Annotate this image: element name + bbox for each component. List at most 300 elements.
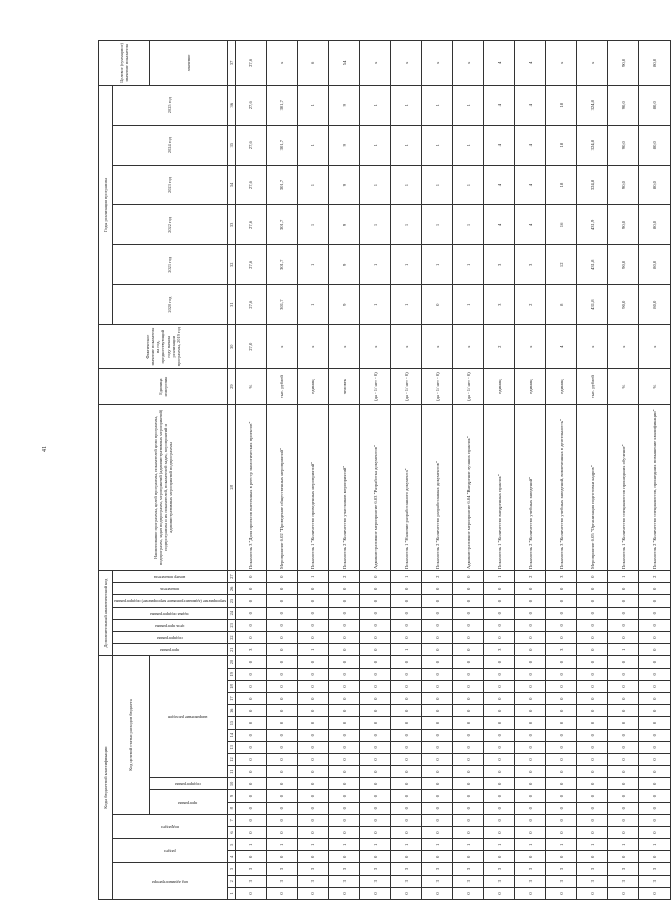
code-cell: 0: [515, 631, 546, 643]
code-cell: 0: [267, 705, 298, 717]
code-cell: 0: [329, 631, 360, 643]
code-cell: 0: [298, 887, 329, 899]
column-number: 20: [228, 656, 236, 668]
code-cell: 0: [453, 693, 484, 705]
code-cell: 0: [515, 693, 546, 705]
column-number: 11: [228, 766, 236, 778]
row-unit: (да - 1/ нет - 0): [453, 369, 484, 404]
row-year-value: 80,0: [639, 85, 670, 125]
code-cell: 0: [639, 644, 670, 656]
row-name: Административное мероприятие 6.04 "Внедрение лучших практик": [453, 404, 484, 570]
table-row: [577, 41, 608, 900]
column-number: 12: [228, 753, 236, 765]
code-cell: 0: [608, 887, 639, 899]
row-name: Показатель 1 "Количество специалистов прошедших обучение": [608, 404, 639, 570]
target-value-header: значение: [149, 41, 227, 86]
row-year-value: 4: [484, 205, 515, 245]
code-cell: 0: [391, 693, 422, 705]
table-row: [236, 41, 267, 900]
code-cell: 0: [267, 644, 298, 656]
code-cell: 0: [391, 668, 422, 680]
code-cell: 0: [360, 631, 391, 643]
year-header: 2021 год: [113, 245, 228, 285]
code-cell: 0: [422, 741, 453, 753]
code-cell: 0: [236, 693, 267, 705]
row-year-value: 90,0: [608, 85, 639, 125]
row-year-value: 4: [515, 165, 546, 205]
row-year-value: 16: [546, 205, 577, 245]
code-cell: 0: [422, 619, 453, 631]
code-cell: 0: [453, 644, 484, 656]
code-cell: 0: [267, 571, 298, 583]
code-cell: 0: [329, 680, 360, 692]
code-cell: 3: [360, 863, 391, 875]
code-cell: 2: [329, 571, 360, 583]
code-cell: 0: [329, 619, 360, 631]
code-cell: 0: [236, 680, 267, 692]
code-cell: 0: [515, 766, 546, 778]
code-cell: 0: [236, 607, 267, 619]
code-cell: 0: [360, 753, 391, 765]
row-year-value: 9: [329, 285, 360, 325]
row-year-value: 324,8: [577, 85, 608, 125]
row-year-value: 4: [484, 125, 515, 165]
row-year-value: 1: [360, 125, 391, 165]
table-row: [267, 41, 298, 900]
code-cell: 0: [577, 887, 608, 899]
code-cell: 0: [515, 802, 546, 814]
code-cell: 0: [267, 656, 298, 668]
code-cell: 0: [484, 729, 515, 741]
code-cell: 0: [608, 851, 639, 863]
code-cell: 0: [236, 753, 267, 765]
program-header-label: программа: [178, 800, 198, 806]
row-unit: %: [236, 369, 267, 404]
row-year-value: 90,0: [608, 125, 639, 165]
code-cell: 0: [267, 741, 298, 753]
row-target-value: х: [422, 41, 453, 86]
code-cell: 3: [360, 875, 391, 887]
code-cell: 0: [639, 656, 670, 668]
row-name: Мероприятие 6.02 "Проведение общественных мероприятий": [267, 404, 298, 570]
row-target-value: 4: [484, 41, 515, 86]
code-cell: 0: [546, 826, 577, 838]
code-cell: 0: [639, 693, 670, 705]
code-cell: 0: [329, 851, 360, 863]
row-year-value: 1: [391, 85, 422, 125]
code-cell: 0: [329, 595, 360, 607]
code-cell: 3: [484, 875, 515, 887]
row-year-value: 8: [546, 285, 577, 325]
row-year-value: 1: [360, 245, 391, 285]
admin-code-header-label: код администратора: [151, 879, 188, 885]
row-year-value: 18: [546, 125, 577, 165]
table-row: [639, 41, 670, 900]
code-cell: 0: [484, 741, 515, 753]
row-unit: %: [608, 369, 639, 404]
row-target-value: 6: [298, 41, 329, 86]
code-cell: 0: [453, 814, 484, 826]
code-cell: 0: [360, 851, 391, 863]
code-cell: 3: [546, 644, 577, 656]
code-cell: 0: [360, 693, 391, 705]
row-year-value: 1: [360, 85, 391, 125]
code-cell: 0: [515, 680, 546, 692]
code-cell: 0: [360, 595, 391, 607]
code-cell: 1: [236, 839, 267, 851]
code-cell: 0: [484, 705, 515, 717]
row-name: Показатель 2 "Количество учебных заведений": [515, 404, 546, 570]
code-cell: 0: [298, 619, 329, 631]
code-cell: 0: [360, 717, 391, 729]
code-cell: 0: [236, 583, 267, 595]
code-cell: 0: [515, 705, 546, 717]
code-cell: 0: [298, 607, 329, 619]
table-row: [453, 41, 484, 900]
code-cell: 0: [546, 802, 577, 814]
code-cell: 0: [422, 766, 453, 778]
table-row: [422, 41, 453, 900]
code-cell: 0: [484, 753, 515, 765]
code-cell: 0: [391, 656, 422, 668]
column-number: 28: [228, 404, 236, 570]
table-row: [608, 41, 639, 900]
code-cell: 0: [546, 607, 577, 619]
code-cell: 0: [639, 826, 670, 838]
row-year-value: 27,6: [236, 85, 267, 125]
code-cell: 0: [422, 826, 453, 838]
code-cell: 0: [391, 729, 422, 741]
program-header: [149, 790, 227, 814]
row-unit: человек: [329, 369, 360, 404]
column-number: 19: [228, 668, 236, 680]
row-base-value: х: [453, 325, 484, 369]
row-name: Показатель 2 "Количество разработанных документов": [422, 404, 453, 570]
row-name: Мероприятие 6.05 "Организация подготовки кадров": [577, 404, 608, 570]
code-cell: 0: [639, 778, 670, 790]
code-cell: 0: [515, 753, 546, 765]
row-year-value: 9: [329, 205, 360, 245]
row-name: Показатель 2 "Количество участников мероприятий": [329, 404, 360, 570]
column-number: 1: [228, 887, 236, 899]
column-number: 32: [228, 245, 236, 285]
code-cell: 0: [360, 814, 391, 826]
year-header: 2020 год: [113, 285, 228, 325]
code-cell: 1: [391, 571, 422, 583]
code-cell: 1: [422, 839, 453, 851]
code-cell: 1: [391, 644, 422, 656]
row-year-value: 1: [453, 85, 484, 125]
code-cell: 0: [391, 778, 422, 790]
row-year-value: 1: [453, 285, 484, 325]
row-year-value: 431,8: [577, 285, 608, 325]
code-cell: 0: [360, 729, 391, 741]
code-cell: 3: [453, 875, 484, 887]
page-number: 41: [42, 446, 48, 452]
code-cell: 0: [639, 741, 670, 753]
code-cell: 0: [577, 644, 608, 656]
code-cell: 0: [546, 595, 577, 607]
code-cell: 0: [577, 619, 608, 631]
code-cell: 0: [546, 668, 577, 680]
row-year-value: 1: [453, 245, 484, 285]
code-cell: 0: [608, 753, 639, 765]
row-target-value: 54: [329, 41, 360, 86]
column-number: 23: [228, 619, 236, 631]
code-cell: 0: [298, 802, 329, 814]
code-cell: 0: [422, 778, 453, 790]
column-number: 7: [228, 814, 236, 826]
row-base-value: 27,0: [236, 325, 267, 369]
code-cell: 0: [422, 790, 453, 802]
additional-col-header-label: номер показателя: [153, 575, 186, 581]
code-cell: 0: [422, 717, 453, 729]
code-cell: 0: [360, 705, 391, 717]
code-cell: 0: [453, 595, 484, 607]
code-cell: 0: [236, 705, 267, 717]
column-number: 34: [228, 165, 236, 205]
code-cell: 0: [422, 595, 453, 607]
code-cell: 3: [236, 863, 267, 875]
additional-col-header: [113, 583, 228, 595]
code-cell: 3: [515, 875, 546, 887]
expense-group-header: Код целевой статьи расходов бюджета: [113, 656, 150, 814]
program-indicators-table: [98, 40, 671, 900]
code-cell: 1: [577, 839, 608, 851]
code-cell: 0: [360, 766, 391, 778]
column-number: 5: [228, 839, 236, 851]
row-year-value: 1: [422, 245, 453, 285]
code-cell: 0: [453, 741, 484, 753]
code-cell: 0: [484, 826, 515, 838]
column-number: 18: [228, 680, 236, 692]
code-cell: 0: [608, 680, 639, 692]
row-name: Показатель 1 "Количество внедренных практик": [484, 404, 515, 570]
code-cell: 0: [453, 631, 484, 643]
name-header: Наименование программы, целей программы, показателей цели программы, подпрограмм, задач подпрограмм, мероприятий (административных мероприятий) подпрограммы и их показателей, показателей задач, мероприятий и административных мероприятий подпрограммы: [99, 404, 228, 570]
admin-code-header: [113, 863, 228, 900]
code-cell: 0: [298, 595, 329, 607]
code-cell: 0: [453, 619, 484, 631]
row-name: Показатель 2 "Количество специалистов, прошедших повышение квалификации": [639, 404, 670, 570]
code-cell: 0: [453, 851, 484, 863]
code-cell: 0: [298, 656, 329, 668]
row-year-value: 301,7: [267, 125, 298, 165]
row-year-value: 324,8: [577, 165, 608, 205]
code-cell: 0: [267, 778, 298, 790]
code-cell: 0: [453, 656, 484, 668]
code-cell: 0: [329, 790, 360, 802]
additional-col-header-label: задача подпрограммы: [150, 611, 189, 617]
row-year-value: 9: [329, 165, 360, 205]
column-number: 31: [228, 285, 236, 325]
column-number: 10: [228, 778, 236, 790]
code-cell: 0: [577, 741, 608, 753]
row-year-value: 4: [515, 125, 546, 165]
code-cell: 0: [422, 693, 453, 705]
years-group-header: Годы реализации программы: [99, 85, 113, 324]
code-cell: 1: [546, 839, 577, 851]
code-cell: 0: [515, 607, 546, 619]
column-number: 4: [228, 851, 236, 863]
code-cell: 0: [298, 631, 329, 643]
code-cell: 0: [577, 802, 608, 814]
row-year-value: 90,0: [608, 245, 639, 285]
code-cell: 0: [515, 717, 546, 729]
code-cell: 0: [391, 705, 422, 717]
code-cell: 3: [453, 863, 484, 875]
code-cell: 0: [422, 668, 453, 680]
code-cell: 3: [484, 863, 515, 875]
code-cell: 0: [267, 680, 298, 692]
code-cell: 0: [453, 826, 484, 838]
code-cell: 0: [391, 790, 422, 802]
code-cell: 0: [391, 851, 422, 863]
code-cell: 0: [329, 583, 360, 595]
row-year-value: 301,7: [267, 245, 298, 285]
code-cell: 0: [360, 826, 391, 838]
code-cell: 1: [515, 839, 546, 851]
code-cell: 0: [608, 693, 639, 705]
direction-header: [149, 656, 227, 778]
row-year-value: 3: [484, 285, 515, 325]
row-year-value: 1: [298, 285, 329, 325]
code-cell: 0: [298, 680, 329, 692]
row-year-value: 80,0: [639, 205, 670, 245]
code-cell: 0: [608, 595, 639, 607]
code-cell: 1: [453, 839, 484, 851]
code-cell: 0: [577, 705, 608, 717]
row-year-value: 4: [484, 85, 515, 125]
row-year-value: 1: [360, 205, 391, 245]
row-year-value: 1: [453, 165, 484, 205]
table-body: [236, 41, 671, 900]
table-row: [391, 41, 422, 900]
row-unit: единиц: [484, 369, 515, 404]
code-cell: 0: [329, 826, 360, 838]
additional-col-header: [113, 571, 228, 583]
code-cell: 0: [639, 814, 670, 826]
code-cell: 0: [577, 693, 608, 705]
code-cell: 0: [608, 631, 639, 643]
row-target-value: х: [267, 41, 298, 86]
code-cell: 0: [577, 680, 608, 692]
code-cell: 0: [484, 631, 515, 643]
code-cell: 0: [515, 595, 546, 607]
code-cell: 0: [329, 644, 360, 656]
column-number: 29: [228, 369, 236, 404]
code-cell: 0: [639, 729, 670, 741]
code-cell: 0: [577, 753, 608, 765]
code-cell: 0: [546, 705, 577, 717]
code-cell: 0: [515, 851, 546, 863]
table-row: [515, 41, 546, 900]
code-cell: 0: [484, 619, 515, 631]
code-cell: 0: [236, 571, 267, 583]
code-cell: 0: [298, 778, 329, 790]
code-cell: 0: [639, 705, 670, 717]
code-cell: 0: [608, 607, 639, 619]
code-cell: 0: [484, 680, 515, 692]
code-cell: 0: [515, 644, 546, 656]
row-year-value: 9: [329, 245, 360, 285]
row-year-value: 9: [329, 85, 360, 125]
code-cell: 0: [484, 656, 515, 668]
code-cell: 0: [236, 717, 267, 729]
column-number: 35: [228, 125, 236, 165]
code-cell: 0: [639, 680, 670, 692]
row-unit: единиц: [298, 369, 329, 404]
row-base-value: х: [267, 325, 298, 369]
code-cell: 1: [484, 839, 515, 851]
code-cell: 1: [484, 571, 515, 583]
code-cell: 0: [298, 851, 329, 863]
code-cell: 0: [391, 753, 422, 765]
code-cell: 0: [298, 693, 329, 705]
code-cell: 3: [546, 875, 577, 887]
row-year-value: 80,0: [639, 165, 670, 205]
row-year-value: 27,6: [236, 165, 267, 205]
code-cell: 0: [329, 778, 360, 790]
row-year-value: 4: [515, 205, 546, 245]
code-cell: 0: [608, 705, 639, 717]
code-cell: 0: [608, 583, 639, 595]
code-cell: 0: [267, 631, 298, 643]
year-header: 2025 год: [113, 85, 228, 125]
row-unit: (да - 1/ нет - 0): [360, 369, 391, 404]
code-cell: 0: [577, 656, 608, 668]
code-cell: 0: [298, 729, 329, 741]
code-cell: 0: [298, 705, 329, 717]
column-number: 27: [228, 571, 236, 583]
row-year-value: 1: [360, 165, 391, 205]
column-number: 22: [228, 631, 236, 643]
year-header: 2023 год: [113, 165, 228, 205]
code-cell: 0: [453, 766, 484, 778]
row-base-value: х: [577, 325, 608, 369]
code-cell: 0: [577, 583, 608, 595]
code-cell: 0: [546, 729, 577, 741]
code-cell: 3: [298, 875, 329, 887]
code-cell: 3: [608, 875, 639, 887]
code-cell: 0: [236, 851, 267, 863]
code-cell: 0: [267, 668, 298, 680]
row-year-value: 1: [422, 125, 453, 165]
row-year-value: 1: [298, 125, 329, 165]
row-year-value: 3: [515, 245, 546, 285]
code-cell: 0: [267, 693, 298, 705]
code-cell: 3: [298, 863, 329, 875]
code-cell: 0: [453, 729, 484, 741]
row-base-value: х: [329, 325, 360, 369]
subprogram-header: [149, 778, 227, 790]
row-base-value: х: [639, 325, 670, 369]
row-target-value: 27,6: [236, 41, 267, 86]
additional-col-header: [113, 631, 228, 643]
row-target-value: х: [391, 41, 422, 86]
code-cell: 0: [236, 729, 267, 741]
code-cell: 0: [422, 753, 453, 765]
code-cell: 0: [236, 778, 267, 790]
code-cell: 1: [639, 839, 670, 851]
row-base-value: х: [515, 325, 546, 369]
row-year-value: 2: [515, 285, 546, 325]
code-cell: 0: [608, 802, 639, 814]
code-cell: 0: [546, 887, 577, 899]
code-cell: 0: [577, 717, 608, 729]
code-cell: 0: [360, 607, 391, 619]
code-cell: 1: [608, 571, 639, 583]
